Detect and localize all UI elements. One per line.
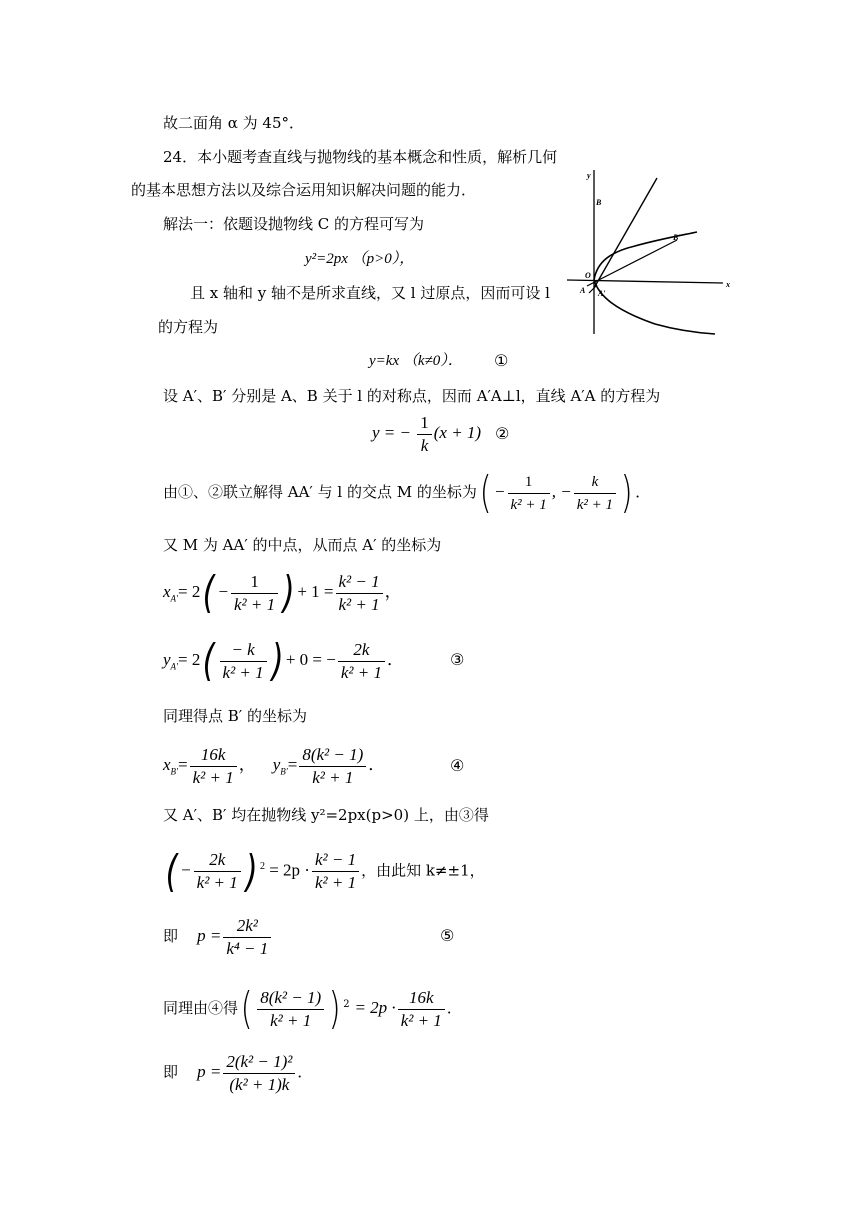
point-A-label: A [580, 286, 586, 295]
equation-parabola-A: ( − $\frac{2k}{\text{k² + 1}}$ ) $^2$ = 2p · $\frac{\text{k² − 1}}{\text{k² + 1}}$ ，由此知 k≠±1， [165, 845, 485, 897]
text-line-1: 故二面角 α 为 45°． [163, 114, 305, 132]
text-line-17: 又 A′、B′ 均在抛物线 y²=2px(p>0) 上，由③得 [163, 806, 489, 824]
eq2-rhs: (x + 1) [433, 423, 482, 442]
equation-xA: $x_{A'}= 2$( − $\frac{1}{\text{k² + 1}}$ ) + 1 = $\frac{\text{k² − 1}}{\text{k² + 1}}$ ， [163, 567, 402, 619]
equation-p-final: 即 p = $\frac{\text{2(k² − 1)²}}{\text{(k² + 1)k}}$ ． [163, 1051, 313, 1094]
rhs-fraction-B: $\frac{16k}{\text{k² + 1}}$ [398, 987, 445, 1032]
m-x-fraction: $\frac{1}{\text{k² + 1}}$ [508, 471, 550, 516]
text-line-11: 由①、②联立解得 AA′ 与 l 的交点 M 的坐标为( − $\frac{1}{\text{k² + 1}}$ , − $\frac{k}{\text{k² + 1}}$ ) ． [163, 467, 651, 518]
yA-result-fraction: $\frac{2k}{\text{k² + 1}}$ [338, 639, 385, 684]
equation-2 [372, 411, 481, 457]
marker-3: ③ [450, 650, 465, 669]
equation-B-coords: $x_{B'}=$ $\frac{16k}{\text{k² + 1}}$ ， $y_{B'}=$ $\frac{\text{8(k² − 1)}}{\text{k² + 1}}$ ． [163, 744, 386, 787]
text-line-3: 的基本思想方法以及综合运用知识解决问题的能力． [131, 181, 477, 199]
m-y-fraction: $\frac{k}{\text{k² + 1}}$ [574, 471, 616, 516]
axis-y-label: y [587, 171, 591, 180]
equation-5: 即 p = $\frac{\text{2k²}}{\text{k⁴ − 1}}$ [163, 914, 273, 960]
text-line-2: 24．本小题考查直线与抛物线的基本概念和性质，解析几何 [163, 148, 558, 166]
marker-1: ① [494, 351, 509, 370]
text-line-8: y=kx （k≠0）． [369, 353, 463, 369]
p-fraction-1: $\frac{\text{2k²}}{\text{k⁴ − 1}}$ [223, 915, 271, 960]
text-line-15: 同理得点 B′ 的坐标为 [163, 707, 307, 725]
axis-x-label: x [726, 280, 730, 289]
text-line-5: y²=2px （p>0）， [305, 251, 415, 267]
sq-fraction-B: $\frac{\text{8(k² − 1)}}{\text{k² + 1}}$ [257, 987, 324, 1032]
marker-2: ② [495, 424, 510, 443]
text-line-4: 解法一：依题设抛物线 C 的方程可写为 [163, 215, 425, 233]
text-line-7: 的方程为 [158, 318, 219, 336]
point-Bprime-label: B′ [673, 233, 681, 242]
equation-parabola-B: 同理由④得( $\frac{\text{8(k² − 1)}}{\text{k² + 1}}$ ) $^2$ = 2p · $\frac{16k}{\text{k² + 1}}$ ． [163, 983, 462, 1034]
xA-result-fraction: $\frac{\text{k² − 1}}{\text{k² + 1}}$ [336, 571, 383, 616]
marker-4: ④ [450, 756, 465, 775]
rhs-fraction-A: $\frac{\text{k² − 1}}{\text{k² + 1}}$ [312, 849, 359, 894]
xB-fraction: $\frac{16k}{\text{k² + 1}}$ [190, 744, 237, 789]
point-O-label: O [585, 271, 591, 280]
eq2-lhs: y = − [372, 423, 411, 442]
sq-fraction-A: $\frac{2k}{\text{k² + 1}}$ [194, 849, 241, 894]
m-coord-text: 由①、②联立解得 AA′ 与 l 的交点 M 的坐标为 [163, 483, 477, 501]
marker-5: ⑤ [440, 926, 455, 945]
equation-yA: $y_{A'}= 2$( $\frac{- k}{\text{k² + 1}}$ ) + 0 = − $\frac{2k}{\text{k² + 1}}$ ． [163, 635, 404, 687]
yA-fraction: $\frac{- k}{\text{k² + 1}}$ [220, 639, 267, 684]
xA-fraction: $\frac{1}{\text{k² + 1}}$ [231, 571, 278, 616]
p-fraction-2: $\frac{\text{2(k² − 1)²}}{\text{(k² + 1)k}}$ [223, 1051, 295, 1096]
text-line-12: 又 M 为 AA′ 的中点，从而点 A′ 的坐标为 [163, 536, 442, 554]
eq2-fraction: $\frac{1}{k}$ [417, 412, 432, 457]
point-B-label: B [596, 198, 602, 207]
text-line-6: 且 x 轴和 y 轴不是所求直线，又 l 过原点，因而可设 l [190, 284, 550, 302]
parabola-figure [565, 168, 733, 336]
point-Aprime-label: A′ [598, 289, 606, 298]
text-line-9: 设 A′、B′ 分别是 A、B 关于 l 的对称点，因而 A′A⊥l，直线 A′A 的方程为 [163, 387, 661, 405]
yB-fraction: $\frac{\text{8(k² − 1)}}{\text{k² + 1}}$ [299, 744, 366, 789]
